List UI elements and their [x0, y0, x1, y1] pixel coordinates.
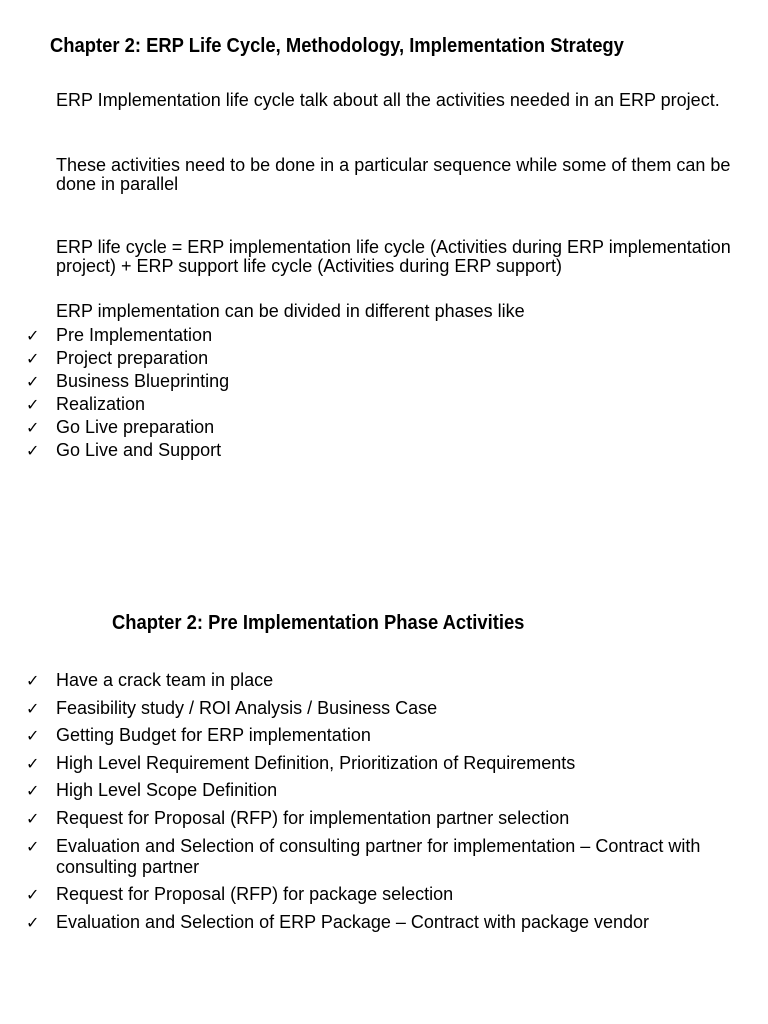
- list-item-label: Request for Proposal (RFP) for implementation partner selection: [56, 807, 570, 828]
- list-item: [0, 780, 768, 801]
- life-cycle-paragraph: ERP life cycle = ERP implementation life cycle (Activities during ERP implementation project) + ERP support life cycle (Activities during ERP support): [56, 237, 731, 276]
- list-item-label: Go Live and Support: [56, 440, 222, 460]
- checkmark-icon: ✓: [26, 753, 40, 773]
- checkmark-icon: ✓: [26, 349, 40, 368]
- list-item-label: Getting Budget for ERP implementation: [56, 725, 371, 746]
- list-item: [0, 370, 768, 393]
- list-item: [0, 347, 768, 370]
- checkmark-icon: ✓: [26, 418, 40, 437]
- list-item: [0, 324, 768, 347]
- list-item: [0, 393, 768, 416]
- checkmark-icon: ✓: [26, 912, 40, 932]
- list-item: [0, 912, 768, 933]
- list-item: [0, 836, 768, 878]
- phases-intro-paragraph: ERP implementation can be divided in different phases like: [56, 301, 525, 321]
- list-item-label: Evaluation and Selection of ERP Package – Contract with package vendor: [56, 911, 650, 932]
- checkmark-icon: ✓: [26, 326, 40, 345]
- checkmark-icon: ✓: [26, 441, 40, 460]
- checkmark-icon: ✓: [26, 781, 40, 801]
- checkmark-icon: ✓: [26, 726, 40, 746]
- list-item-label: Request for Proposal (RFP) for package selection: [56, 884, 454, 905]
- checkmark-icon: ✓: [26, 808, 40, 828]
- list-item: [0, 698, 768, 719]
- activities-list: [0, 670, 768, 939]
- checkmark-icon: ✓: [26, 885, 40, 905]
- list-item: [0, 416, 768, 439]
- list-item-label: Have a crack team in place: [56, 670, 274, 690]
- list-item-label: Go Live preparation: [56, 417, 215, 437]
- checkmark-icon: ✓: [26, 372, 40, 391]
- list-item-label: Pre Implementation: [56, 325, 213, 345]
- checkmark-icon: ✓: [26, 671, 40, 690]
- section-title: Chapter 2: Pre Implementation Phase Activities: [112, 612, 525, 634]
- list-item: [0, 439, 768, 462]
- chapter-title: Chapter 2: ERP Life Cycle, Methodology, Implementation Strategy: [50, 35, 624, 57]
- checkmark-icon: ✓: [26, 698, 40, 718]
- list-item: [0, 884, 768, 905]
- sequence-paragraph: These activities need to be done in a particular sequence while some of them can be done in parallel: [56, 155, 731, 194]
- intro-paragraph: ERP Implementation life cycle talk about all the activities needed in an ERP project.: [56, 90, 720, 110]
- list-item-label: High Level Scope Definition: [56, 780, 278, 801]
- list-item: [0, 808, 768, 829]
- list-item-label: Realization: [56, 394, 146, 414]
- list-item: [0, 670, 768, 691]
- list-item-label: Evaluation and Selection of consulting partner for implementation – Contract with consulting partner: [56, 835, 701, 877]
- list-item: [0, 725, 768, 746]
- list-item-label: Project preparation: [56, 348, 209, 368]
- list-item-label: Business Blueprinting: [56, 371, 230, 391]
- phases-list: [0, 324, 768, 462]
- checkmark-icon: ✓: [26, 836, 40, 856]
- list-item-label: Feasibility study / ROI Analysis / Business Case: [56, 697, 438, 718]
- list-item: [0, 753, 768, 774]
- list-item-label: High Level Requirement Definition, Prioritization of Requirements: [56, 752, 576, 773]
- checkmark-icon: ✓: [26, 395, 40, 414]
